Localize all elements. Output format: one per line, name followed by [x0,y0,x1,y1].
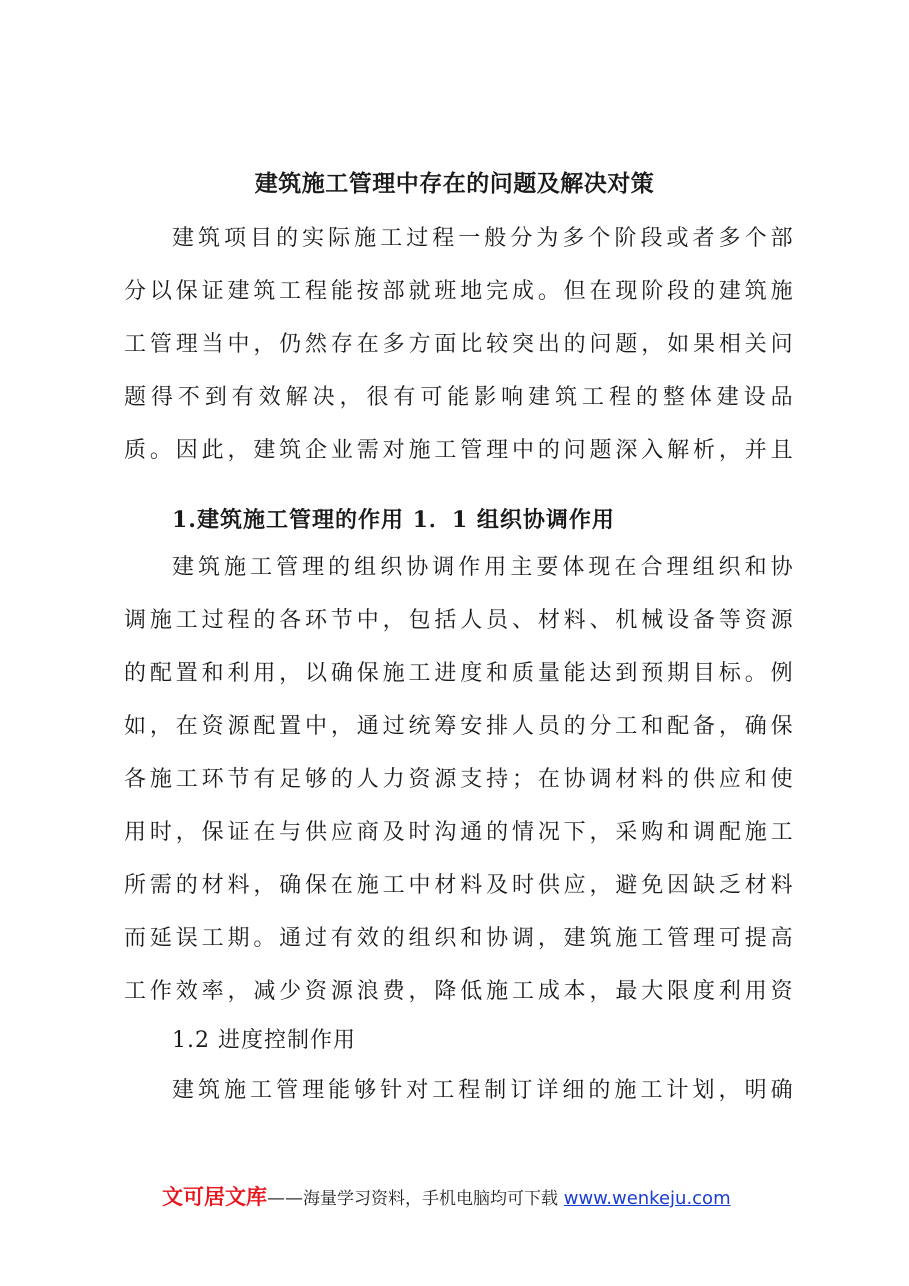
section2-heading: 1.2 进度控制作用 [172,1028,356,1053]
document-title: 建筑施工管理中存在的问题及解决对策 [254,170,655,197]
footer-dash: —— [267,1188,303,1209]
intro-paragraph: 建筑项目的实际施工过程一般分为多个阶段或者多个部分以保证建筑工程能按部就班地完成。但在现阶段的建筑施工管理当中，仍然存在多方面比较突出的问题，如果相关问题得不到有效解决，很有可能影响建筑工程的整体建设品质。因此，建筑企业需对施工管理中的问题深入解析，并且 [124,226,796,463]
section1-paragraph: 建筑施工管理的组织协调作用主要体现在合理组织和协调施工过程的各环节中，包括人员、材料、机械设备等资源的配置和利用，以确保施工进度和质量能达到预期目标。例如，在资源配置中，通过统筹安排人员的分工和配备，确保各施工环节有足够的人力资源支持；在协调材料的供应和使用时，保证在与供应商及时沟通的情况下，采购和调配施工所需的材料，确保在施工中材料及时供应，避免因缺乏材料而延误工期。通过有效的组织和协调，建筑施工管理可提高工作效率，减少资源浪费，降低施工成本，最大限度利用资 [124,555,796,1004]
section2-paragraph: 建筑施工管理能够针对工程制订详细的施工计划，明确 [172,1078,796,1103]
footer-link[interactable]: www.wenkeju.com [563,1188,731,1209]
footer-tagline: 海量学习资料，手机电脑均可下载 [303,1189,558,1209]
footer-brand: 文可居文库 [162,1185,267,1209]
footer-banner [162,1182,802,1212]
section1-heading: 1.建筑施工管理的作用 1．1 组织协调作用 [172,507,615,533]
